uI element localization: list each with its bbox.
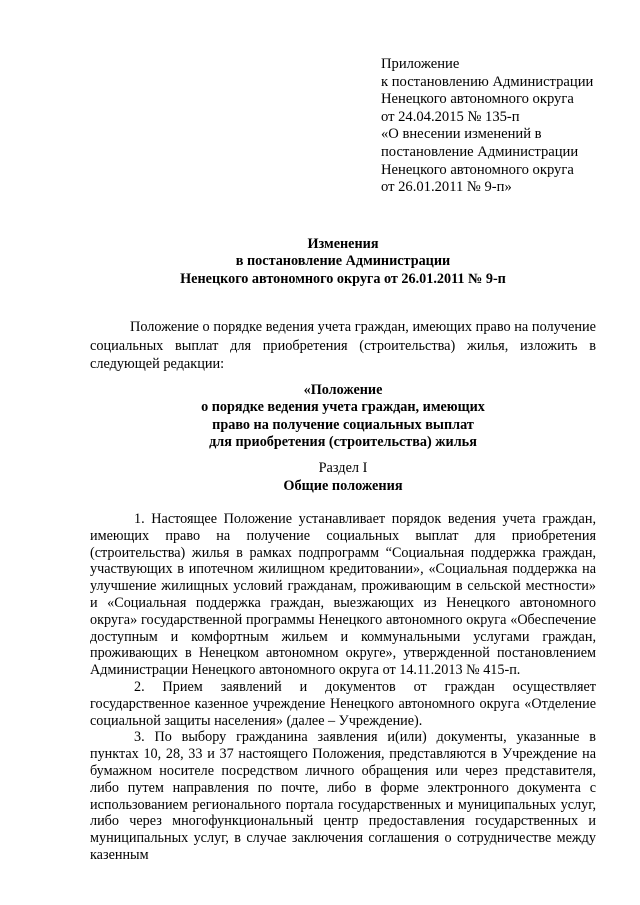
appendix-line: Ненецкого автономного округа: [381, 91, 574, 108]
regulation-title-line: право на получение социальных выплат: [212, 416, 474, 433]
regulation-title: [90, 382, 596, 452]
intro-paragraph: Положение о порядке ведения учета граждан, имеющих право на получение социальных выплат для приобретения (строительства) жилья, изложить в следующей редакции:: [90, 319, 596, 373]
document-title: [90, 236, 596, 288]
appendix-line: постановление Администрации: [381, 143, 579, 160]
section-heading: [90, 459, 596, 495]
appendix-line: «О внесении изменений в: [381, 126, 542, 143]
title-line: Изменения: [307, 236, 379, 252]
regulation-title-line: для приобретения (строительства) жилья: [209, 434, 477, 451]
appendix-line: к постановлению Администрации: [381, 73, 594, 90]
paragraph: 3. По выбору гражданина заявления и(или) документы, указанные в пунктах 10, 28, 33 и 37 настоящего Положения, представляются в Учреждение на бумажном носителе посредством личного обращения или через представителя, либо путем направления по почте, либо в форме электронного документа с использованием регионального портала государственных и муниципальных услуг, либо через многофункциональный центр предоставления государственных и муниципальных услуг, в случае заключения соглашения о сотрудничестве между казенным: [90, 729, 596, 863]
paragraph: 2. Прием заявлений и документов от граждан осуществляет государственное казенное учреждение Ненецкого автономного округа «Отделение социальной защиты населения» (далее – Учреждение).: [90, 678, 596, 729]
title-line: в постановление Администрации: [235, 253, 451, 270]
appendix-header: [381, 56, 621, 197]
appendix-line: Ненецкого автономного округа: [381, 161, 574, 178]
appendix-line: от 26.01.2011 № 9-п»: [381, 179, 512, 196]
regulation-title-line: о порядке ведения учета граждан, имеющих: [201, 399, 485, 416]
section-name: Общие положения: [283, 478, 403, 494]
title-line: Ненецкого автономного округа от 26.01.2011 № 9-п: [180, 270, 506, 287]
appendix-line: от 24.04.2015 № 135-п: [381, 108, 520, 125]
section-number: Раздел I: [318, 460, 368, 476]
regulation-title-line: «Положение: [303, 382, 383, 398]
body-text: [90, 511, 596, 864]
appendix-line: Приложение: [381, 56, 460, 72]
paragraph: 1. Настоящее Положение устанавливает порядок ведения учета граждан, имеющих право на получение социальных выплат для приобретения (строительства) жилья в рамках подпрограмм “Социальная поддержка граждан, участвующих в ипотечном жилищном кредитовании», «Социальная поддержка на улучшение жилищных условий гражданам, проживающим в сельской местности» и «Социальная поддержка граждан, выезжающих из Ненецкого автономного округа» государственной программы Ненецкого автономного округа «Обеспечение доступным и комфортным жильем и коммунальными услугами граждан, проживающих в Ненецком автономном округе», утвержденной постановлением Администрации Ненецкого автономного округа от 14.11.2013 № 415-п.: [90, 511, 596, 679]
